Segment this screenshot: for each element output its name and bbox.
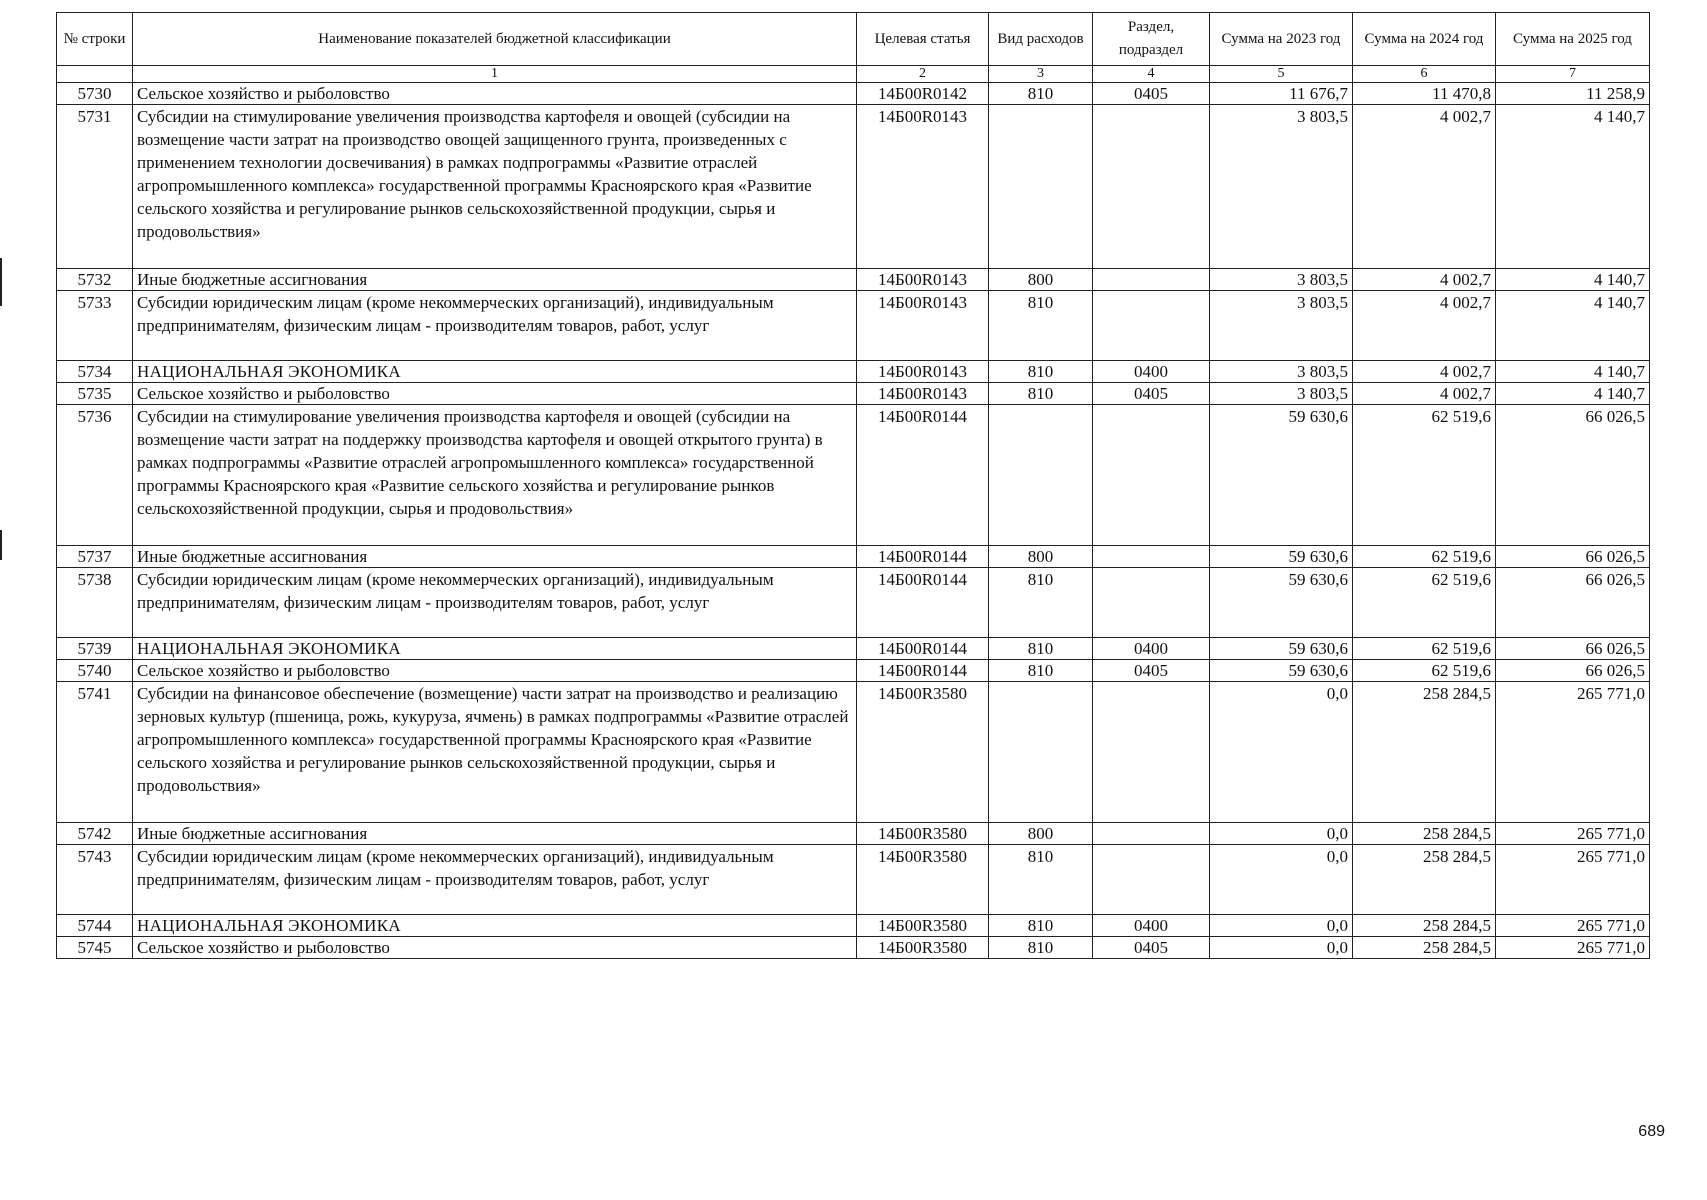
target-article-cell: 14Б00R0144: [857, 568, 989, 638]
sum-2023-cell: 3 803,5: [1210, 105, 1353, 269]
column-number: 1: [133, 66, 857, 83]
expense-type-cell: [989, 405, 1093, 546]
sum-2024-cell: 4 002,7: [1353, 361, 1496, 383]
sum-2024-cell: 62 519,6: [1353, 546, 1496, 568]
sum-2023-cell: 3 803,5: [1210, 383, 1353, 405]
budget-table-container: [56, 12, 1649, 959]
row-name-cell: НАЦИОНАЛЬНАЯ ЭКОНОМИКА: [133, 915, 857, 937]
sum-2023-cell: 3 803,5: [1210, 291, 1353, 361]
sum-2025-cell: 265 771,0: [1496, 937, 1650, 959]
row-name-cell: Субсидии юридическим лицам (кроме некоммерческих организаций), индивидуальным предпринимателям, физическим лицам - производителям товаров, работ, услуг: [133, 291, 857, 361]
sum-2024-cell: 258 284,5: [1353, 937, 1496, 959]
column-number: 3: [989, 66, 1093, 83]
scan-edge-mark: [0, 530, 2, 560]
section-cell: 0400: [1093, 361, 1210, 383]
sum-2024-cell: 62 519,6: [1353, 638, 1496, 660]
sum-2025-cell: 265 771,0: [1496, 682, 1650, 823]
row-name-cell: Сельское хозяйство и рыболовство: [133, 383, 857, 405]
sum-2024-cell: 62 519,6: [1353, 405, 1496, 546]
section-cell: [1093, 568, 1210, 638]
row-name-cell: Субсидии на стимулирование увеличения производства картофеля и овощей (субсидии на возмещение части затрат на поддержку производства картофеля и овощей открытого грунта) в рамках подпрограммы «Развитие отраслей агропромышленного комплекса» государственной программы Красноярского края «Развитие сельского хозяйства и регулирование рынков сельскохозяйственной продукции, сырья и продовольствия»: [133, 405, 857, 546]
table-row: [57, 405, 1650, 546]
row-number-cell: 5737: [57, 546, 133, 568]
section-cell: [1093, 546, 1210, 568]
section-cell: 0400: [1093, 638, 1210, 660]
target-article-cell: 14Б00R3580: [857, 682, 989, 823]
table-body: [57, 83, 1650, 959]
header-section: Раздел, подраздел: [1093, 13, 1210, 66]
row-number-cell: 5740: [57, 660, 133, 682]
expense-type-cell: 810: [989, 638, 1093, 660]
sum-2024-cell: 258 284,5: [1353, 823, 1496, 845]
sum-2025-cell: 66 026,5: [1496, 660, 1650, 682]
target-article-cell: 14Б00R0144: [857, 638, 989, 660]
sum-2023-cell: 59 630,6: [1210, 546, 1353, 568]
expense-type-cell: 810: [989, 845, 1093, 915]
target-article-cell: 14Б00R0143: [857, 105, 989, 269]
sum-2025-cell: 66 026,5: [1496, 546, 1650, 568]
row-name-cell: Субсидии на финансовое обеспечение (возмещение) части затрат на производство и реализацию зерновых культур (пшеница, рожь, кукуруза, ячмень) в рамках подпрограммы «Развитие отраслей агропромышленного комплекса» государственной программы Красноярского края «Развитие сельского хозяйства и регулирование рынков сельскохозяйственной продукции, сырья и продовольствия»: [133, 682, 857, 823]
sum-2023-cell: 59 630,6: [1210, 660, 1353, 682]
target-article-cell: 14Б00R0143: [857, 383, 989, 405]
header-sum-2023: Сумма на 2023 год: [1210, 13, 1353, 66]
row-name-cell: Сельское хозяйство и рыболовство: [133, 83, 857, 105]
sum-2025-cell: 4 140,7: [1496, 269, 1650, 291]
sum-2024-cell: 4 002,7: [1353, 269, 1496, 291]
row-name-cell: Субсидии на стимулирование увеличения производства картофеля и овощей (субсидии на возмещение части затрат на производство овощей защищенного грунта, произведенных с применением технологии досвечивания) в рамках подпрограммы «Развитие отраслей агропромышленного комплекса» государственной программы Красноярского края «Развитие сельского хозяйства и регулирование рынков сельскохозяйственной продукции, сырья и продовольствия»: [133, 105, 857, 269]
sum-2025-cell: 265 771,0: [1496, 915, 1650, 937]
target-article-cell: 14Б00R0144: [857, 405, 989, 546]
table-row: [57, 845, 1650, 915]
table-row: [57, 915, 1650, 937]
expense-type-cell: 810: [989, 361, 1093, 383]
row-number-cell: 5745: [57, 937, 133, 959]
table-row: [57, 660, 1650, 682]
row-number-cell: 5739: [57, 638, 133, 660]
row-number-cell: 5741: [57, 682, 133, 823]
sum-2025-cell: 4 140,7: [1496, 361, 1650, 383]
section-cell: 0405: [1093, 83, 1210, 105]
page-number: 689: [1638, 1123, 1665, 1140]
sum-2024-cell: 62 519,6: [1353, 660, 1496, 682]
sum-2023-cell: 59 630,6: [1210, 638, 1353, 660]
expense-type-cell: [989, 105, 1093, 269]
section-cell: [1093, 682, 1210, 823]
row-number-cell: 5735: [57, 383, 133, 405]
table-row: [57, 823, 1650, 845]
sum-2023-cell: 0,0: [1210, 915, 1353, 937]
sum-2023-cell: 0,0: [1210, 823, 1353, 845]
sum-2025-cell: 66 026,5: [1496, 405, 1650, 546]
column-number: 4: [1093, 66, 1210, 83]
expense-type-cell: 810: [989, 83, 1093, 105]
row-name-cell: НАЦИОНАЛЬНАЯ ЭКОНОМИКА: [133, 638, 857, 660]
column-number: 2: [857, 66, 989, 83]
target-article-cell: 14Б00R3580: [857, 915, 989, 937]
row-number-cell: 5733: [57, 291, 133, 361]
sum-2025-cell: 4 140,7: [1496, 383, 1650, 405]
row-name-cell: Иные бюджетные ассигнования: [133, 269, 857, 291]
target-article-cell: 14Б00R3580: [857, 845, 989, 915]
column-number-row: [57, 66, 1650, 83]
table-row: [57, 546, 1650, 568]
expense-type-cell: 810: [989, 660, 1093, 682]
sum-2023-cell: 59 630,6: [1210, 568, 1353, 638]
expense-type-cell: 800: [989, 823, 1093, 845]
row-number-cell: 5731: [57, 105, 133, 269]
row-name-cell: НАЦИОНАЛЬНАЯ ЭКОНОМИКА: [133, 361, 857, 383]
table-row: [57, 361, 1650, 383]
sum-2025-cell: 66 026,5: [1496, 568, 1650, 638]
sum-2023-cell: 0,0: [1210, 682, 1353, 823]
row-name-cell: Сельское хозяйство и рыболовство: [133, 937, 857, 959]
target-article-cell: 14Б00R0143: [857, 361, 989, 383]
table-row: [57, 269, 1650, 291]
sum-2023-cell: 0,0: [1210, 937, 1353, 959]
target-article-cell: 14Б00R0144: [857, 660, 989, 682]
sum-2024-cell: 4 002,7: [1353, 291, 1496, 361]
header-sum-2025: Сумма на 2025 год: [1496, 13, 1650, 66]
section-cell: [1093, 105, 1210, 269]
table-row: [57, 937, 1650, 959]
column-number: 7: [1496, 66, 1650, 83]
sum-2024-cell: 258 284,5: [1353, 915, 1496, 937]
row-name-cell: Субсидии юридическим лицам (кроме некоммерческих организаций), индивидуальным предпринимателям, физическим лицам - производителям товаров, работ, услуг: [133, 568, 857, 638]
target-article-cell: 14Б00R0143: [857, 291, 989, 361]
section-cell: 0400: [1093, 915, 1210, 937]
sum-2023-cell: 3 803,5: [1210, 361, 1353, 383]
sum-2025-cell: 4 140,7: [1496, 291, 1650, 361]
header-row-no: № строки: [57, 13, 133, 66]
header-name: Наименование показателей бюджетной классификации: [133, 13, 857, 66]
column-number: [57, 66, 133, 83]
sum-2023-cell: 0,0: [1210, 845, 1353, 915]
target-article-cell: 14Б00R3580: [857, 823, 989, 845]
sum-2025-cell: 265 771,0: [1496, 823, 1650, 845]
section-cell: [1093, 405, 1210, 546]
header-row: [57, 13, 1650, 66]
expense-type-cell: 810: [989, 383, 1093, 405]
table-row: [57, 568, 1650, 638]
sum-2024-cell: 4 002,7: [1353, 383, 1496, 405]
section-cell: 0405: [1093, 937, 1210, 959]
section-cell: [1093, 823, 1210, 845]
sum-2023-cell: 3 803,5: [1210, 269, 1353, 291]
sum-2024-cell: 11 470,8: [1353, 83, 1496, 105]
budget-classification-table: [56, 12, 1650, 959]
row-name-cell: Субсидии юридическим лицам (кроме некоммерческих организаций), индивидуальным предпринимателям, физическим лицам - производителям товаров, работ, услуг: [133, 845, 857, 915]
row-name-cell: Иные бюджетные ассигнования: [133, 823, 857, 845]
expense-type-cell: 810: [989, 937, 1093, 959]
row-name-cell: Иные бюджетные ассигнования: [133, 546, 857, 568]
scan-edge-mark: [0, 258, 2, 306]
row-number-cell: 5742: [57, 823, 133, 845]
section-cell: [1093, 269, 1210, 291]
column-number: 6: [1353, 66, 1496, 83]
header-sum-2024: Сумма на 2024 год: [1353, 13, 1496, 66]
header-expense-type: Вид расходов: [989, 13, 1093, 66]
sum-2025-cell: 265 771,0: [1496, 845, 1650, 915]
sum-2024-cell: 4 002,7: [1353, 105, 1496, 269]
section-cell: [1093, 291, 1210, 361]
row-number-cell: 5730: [57, 83, 133, 105]
header-target-article: Целевая статья: [857, 13, 989, 66]
section-cell: [1093, 845, 1210, 915]
expense-type-cell: 810: [989, 291, 1093, 361]
table-row: [57, 291, 1650, 361]
row-number-cell: 5736: [57, 405, 133, 546]
target-article-cell: 14Б00R3580: [857, 937, 989, 959]
sum-2024-cell: 62 519,6: [1353, 568, 1496, 638]
table-row: [57, 383, 1650, 405]
row-number-cell: 5738: [57, 568, 133, 638]
row-number-cell: 5744: [57, 915, 133, 937]
table-row: [57, 638, 1650, 660]
section-cell: 0405: [1093, 383, 1210, 405]
sum-2025-cell: 11 258,9: [1496, 83, 1650, 105]
expense-type-cell: 800: [989, 269, 1093, 291]
row-number-cell: 5734: [57, 361, 133, 383]
table-row: [57, 105, 1650, 269]
sum-2024-cell: 258 284,5: [1353, 682, 1496, 823]
expense-type-cell: 800: [989, 546, 1093, 568]
section-cell: 0405: [1093, 660, 1210, 682]
row-number-cell: 5743: [57, 845, 133, 915]
row-name-cell: Сельское хозяйство и рыболовство: [133, 660, 857, 682]
sum-2023-cell: 59 630,6: [1210, 405, 1353, 546]
target-article-cell: 14Б00R0143: [857, 269, 989, 291]
table-row: [57, 682, 1650, 823]
column-number: 5: [1210, 66, 1353, 83]
row-number-cell: 5732: [57, 269, 133, 291]
sum-2024-cell: 258 284,5: [1353, 845, 1496, 915]
target-article-cell: 14Б00R0144: [857, 546, 989, 568]
sum-2023-cell: 11 676,7: [1210, 83, 1353, 105]
sum-2025-cell: 4 140,7: [1496, 105, 1650, 269]
expense-type-cell: [989, 682, 1093, 823]
target-article-cell: 14Б00R0142: [857, 83, 989, 105]
expense-type-cell: 810: [989, 915, 1093, 937]
sum-2025-cell: 66 026,5: [1496, 638, 1650, 660]
expense-type-cell: 810: [989, 568, 1093, 638]
table-row: [57, 83, 1650, 105]
